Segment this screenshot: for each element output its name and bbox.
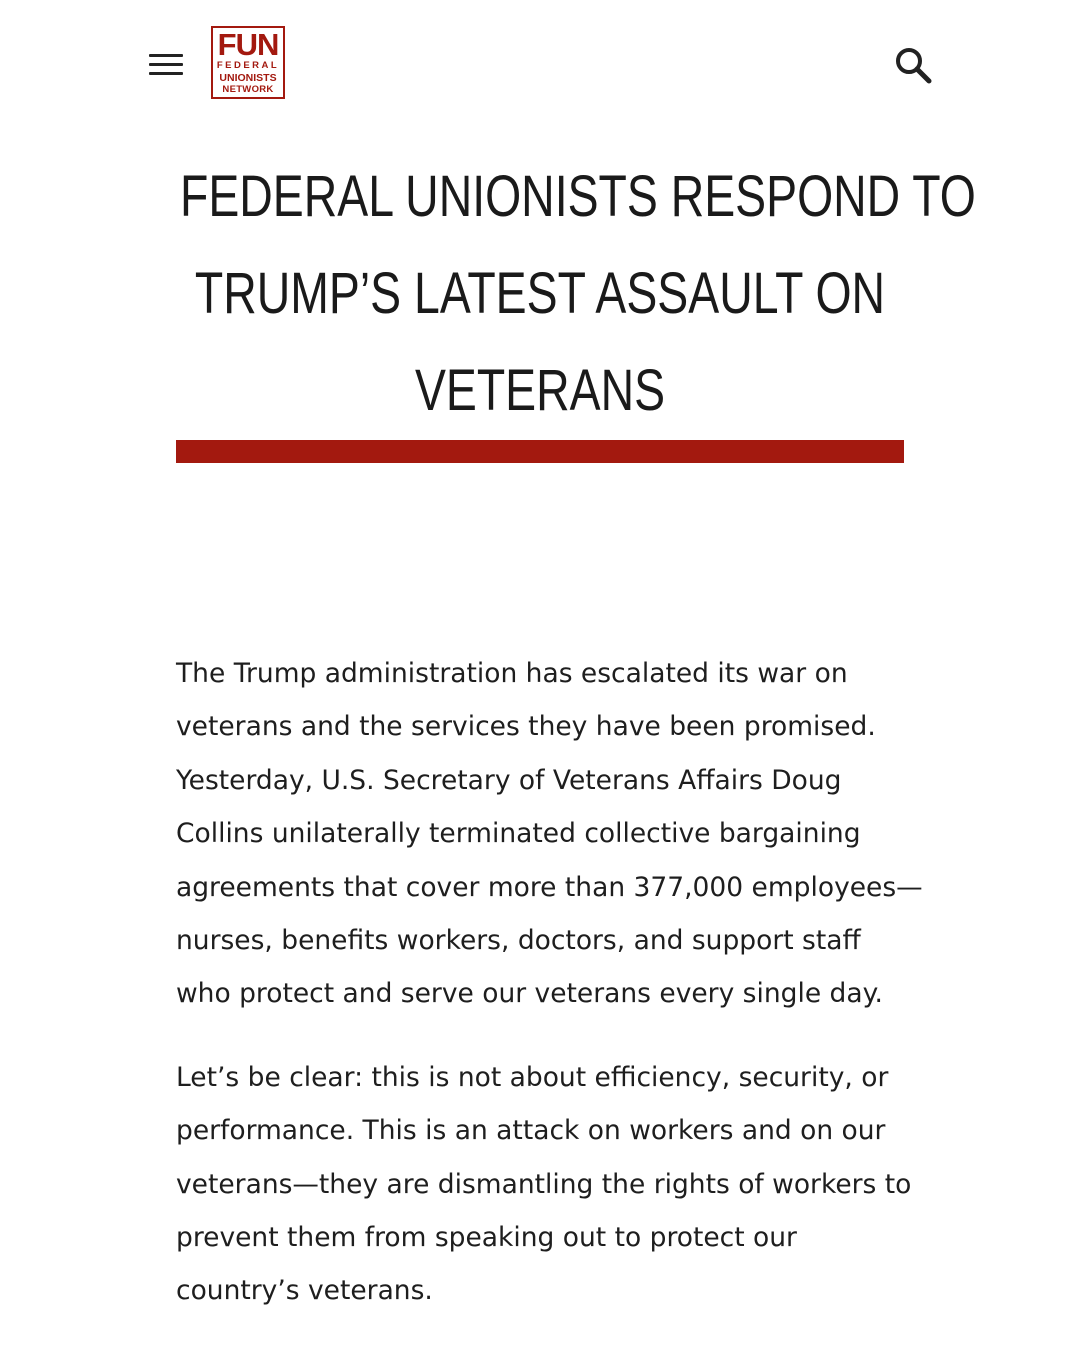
text-line: prevent them from speaking out to protect our bbox=[176, 1221, 797, 1253]
article-body bbox=[176, 647, 923, 1348]
logo-line-3: NETWORK bbox=[222, 84, 274, 95]
search-icon-svg bbox=[892, 44, 934, 86]
text-line: Yesterday, U.S. Secretary of Veterans Affairs Doug bbox=[176, 764, 842, 796]
text-line: The Trump administration has escalated its war on bbox=[176, 658, 848, 689]
logo-acronym: FUN bbox=[217, 27, 279, 62]
title-line: FEDERAL UNIONISTS RESPOND TO bbox=[180, 164, 976, 229]
text-line: who protect and serve our veterans every single day. bbox=[176, 978, 883, 1010]
title-divider bbox=[176, 440, 904, 463]
search-icon[interactable] bbox=[892, 44, 934, 86]
hamburger-menu-icon[interactable] bbox=[146, 50, 186, 80]
paragraph bbox=[176, 1051, 916, 1318]
text-line: agreements that cover more than 377,000 employees— bbox=[176, 871, 923, 903]
text-line: veterans and the services they have been promised. bbox=[176, 711, 876, 743]
paragraph bbox=[176, 647, 923, 1021]
text-line: veterans—they are dismantling the rights of workers to bbox=[176, 1168, 912, 1200]
text-line: Collins unilaterally terminated collective bargaining bbox=[176, 818, 861, 850]
logo-line-2: UNIONISTS bbox=[219, 72, 277, 84]
logo-line-1: FEDERAL bbox=[216, 60, 280, 71]
article-title bbox=[90, 148, 990, 439]
menu-bar bbox=[149, 54, 183, 57]
text-line: country’s veterans. bbox=[176, 1275, 433, 1307]
site-logo[interactable] bbox=[211, 26, 285, 99]
text-line: Let’s be clear: this is not about efficiency, security, or bbox=[176, 1061, 889, 1093]
site-header bbox=[0, 0, 1080, 130]
menu-bar bbox=[149, 72, 183, 75]
title-line: TRUMP’S LATEST ASSAULT ON bbox=[194, 261, 886, 326]
text-line: performance. This is an attack on workers and on our bbox=[176, 1115, 886, 1147]
title-line: VETERANS bbox=[414, 358, 666, 423]
menu-bar bbox=[149, 63, 183, 66]
text-line: nurses, benefits workers, doctors, and support staff bbox=[176, 924, 861, 956]
